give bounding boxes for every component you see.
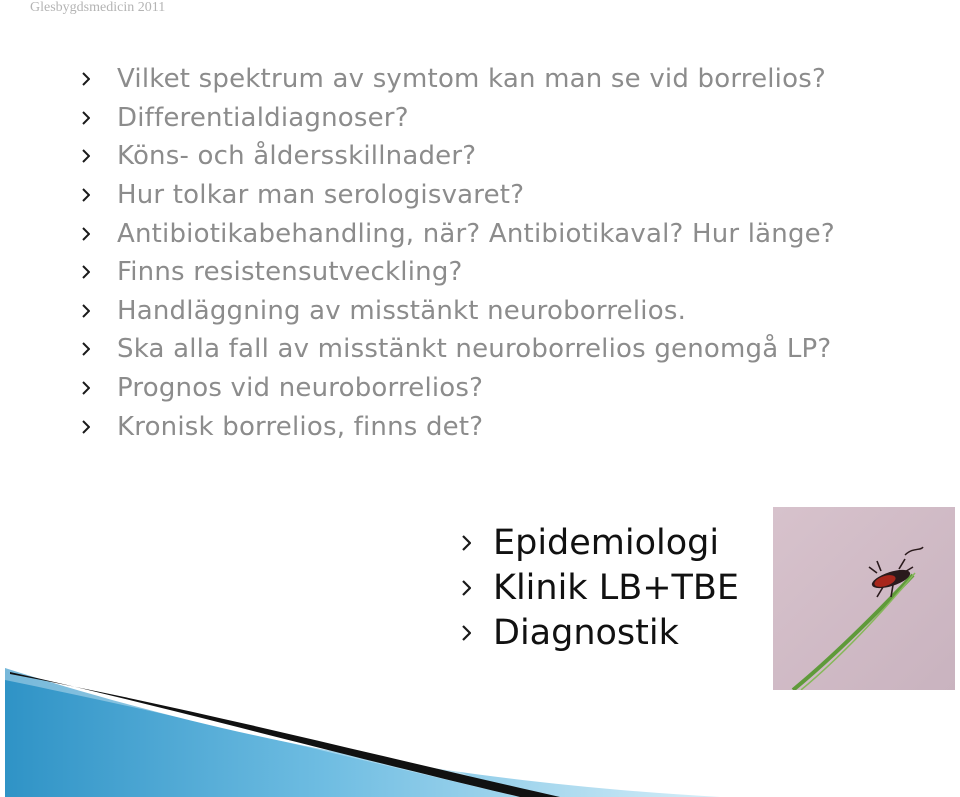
question-text: Differentialdiagnoser? [117, 102, 409, 133]
topic-item [462, 565, 739, 610]
triangle-bullet-icon [82, 381, 117, 395]
topic-text: Klinik LB+TBE [493, 567, 740, 608]
question-item [82, 214, 942, 253]
question-text: Vilket spektrum av symtom kan man se vid borrelios? [117, 64, 826, 95]
topic-text: Epidemiologi [493, 522, 720, 563]
triangle-bullet-icon [82, 342, 117, 356]
question-item [82, 176, 942, 215]
question-text: Finns resistensutveckling? [117, 257, 463, 288]
question-list [82, 60, 942, 446]
question-item [82, 330, 942, 369]
triangle-bullet-icon [462, 535, 493, 551]
question-text: Prognos vid neuroborrelios? [117, 373, 484, 404]
question-item [82, 253, 942, 292]
triangle-bullet-icon [82, 265, 117, 279]
question-text: Handläggning av misstänkt neuroborrelios. [117, 295, 687, 326]
triangle-bullet-icon [82, 420, 117, 434]
question-item [82, 407, 942, 446]
question-text: Köns- och åldersskillnader? [117, 141, 477, 172]
question-text: Ska alla fall av misstänkt neuroborrelios genomgå LP? [117, 334, 832, 365]
topic-text: Diagnostik [493, 612, 679, 653]
question-text: Kronisk borrelios, finns det? [117, 411, 484, 442]
topic-list [462, 520, 739, 655]
question-item [82, 99, 942, 138]
question-item [82, 60, 942, 99]
triangle-bullet-icon [82, 111, 117, 125]
question-text: Antibiotikabehandling, när? Antibiotikaval? Hur länge? [117, 218, 835, 249]
triangle-bullet-icon [82, 304, 117, 318]
question-item [82, 369, 942, 408]
slide-header-label: Glesbygdsmedicin 2011 [30, 0, 166, 15]
question-text: Hur tolkar man serologisvaret? [117, 180, 525, 211]
question-item [82, 137, 942, 176]
triangle-bullet-icon [82, 149, 117, 163]
triangle-bullet-icon [82, 188, 117, 202]
topic-item [462, 610, 739, 655]
triangle-bullet-icon [82, 72, 117, 86]
decorative-swoosh [0, 660, 960, 797]
triangle-bullet-icon [462, 580, 493, 596]
topic-item [462, 520, 739, 565]
triangle-bullet-icon [462, 625, 493, 641]
question-item [82, 292, 942, 331]
triangle-bullet-icon [82, 227, 117, 241]
